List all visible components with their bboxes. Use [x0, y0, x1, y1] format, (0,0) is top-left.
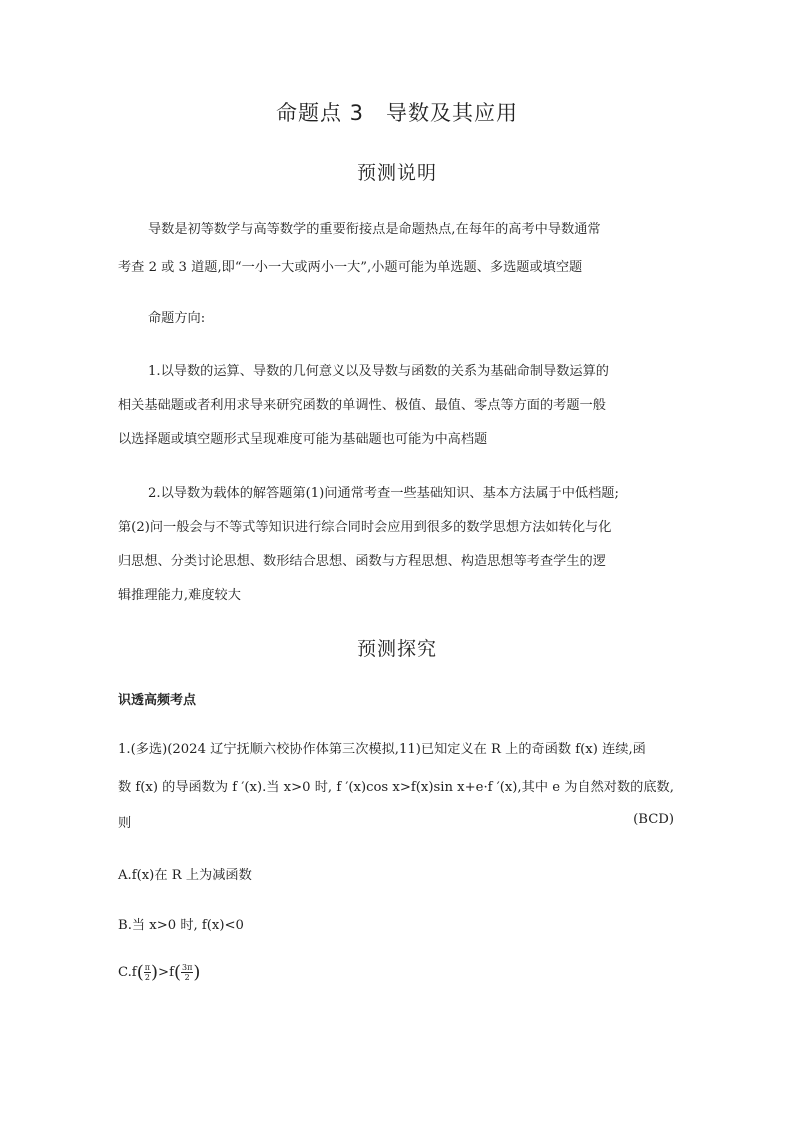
fraction-pi-over-2 [144, 963, 151, 982]
paren-open: ( [136, 962, 144, 983]
fraction-3pi-over-2 [181, 963, 193, 982]
option-b: B.当 x>0 时, f(x)<0 [118, 918, 244, 933]
question1-line-1: 1.(多选)(2024 辽宁抚顺六校协作体第三次模拟,11)已知定义在 R 上的奇函数 f(x) 连续,函 [118, 742, 646, 757]
option-c [118, 962, 200, 983]
question1-line-3: 则 [118, 816, 132, 831]
direction-label: 命题方向: [148, 311, 206, 326]
point2-line-4: 辑推理能力,难度较大 [118, 588, 241, 603]
section-heading-forecast: 预测说明 [356, 162, 437, 184]
fraction-numerator-2: 3π [182, 963, 193, 972]
point1-line-2: 相关基础题或者利用求导来研究函数的单调性、极值、最值、零点等方面的考题一般 [118, 398, 606, 413]
option-a: A.f(x)在 R 上为减函数 [118, 868, 252, 883]
paren-close-2: ) [193, 962, 201, 983]
option-c-mid: >f [158, 965, 174, 980]
point2-line-3: 归思想、分类讨论思想、数形结合思想、函数与方程思想、构造思想等考查学生的逻 [118, 554, 606, 569]
paren-close: ) [151, 962, 159, 983]
paren-open-2: ( [173, 962, 181, 983]
page-title: 命题点 3 导数及其应用 [275, 101, 519, 125]
point1-line-3: 以选择题或填空题形式呈现难度可能为基础题也可能为中高档题 [118, 432, 488, 447]
fraction-denominator-2: 2 [184, 973, 190, 982]
question1-answer: (BCD) [633, 812, 674, 827]
fraction-numerator: π [144, 963, 150, 972]
point2-line-1: 2.以导数为载体的解答题第(1)问通常考查一些基础知识、基本方法属于中低档题; [148, 486, 619, 501]
intro-line-1: 导数是初等数学与高等数学的重要衔接点是命题热点,在每年的高考中导数通常 [148, 222, 601, 237]
fraction-denominator: 2 [144, 973, 150, 982]
subsection-heading: 识透高频考点 [118, 693, 197, 708]
option-c-prefix: C.f [118, 965, 137, 980]
question1-line-2: 数 f(x) 的导函数为 f ′(x).当 x>0 时, f ′(x)cos x>f(x)sin x+e·f ′(x),其中 e 为自然对数的底数, [118, 780, 674, 795]
intro-line-2: 考查 2 或 3 道题,即“一小一大或两小一大”,小题可能为单选题、多选题或填空题 [118, 260, 583, 275]
point1-line-1: 1.以导数的运算、导数的几何意义以及导数与函数的关系为基础命制导数运算的 [148, 364, 609, 379]
point2-line-2: 第(2)问一般会与不等式等知识进行综合同时会应用到很多的数学思想方法如转化与化 [118, 520, 612, 535]
section-heading-explore: 预测探究 [356, 638, 437, 660]
